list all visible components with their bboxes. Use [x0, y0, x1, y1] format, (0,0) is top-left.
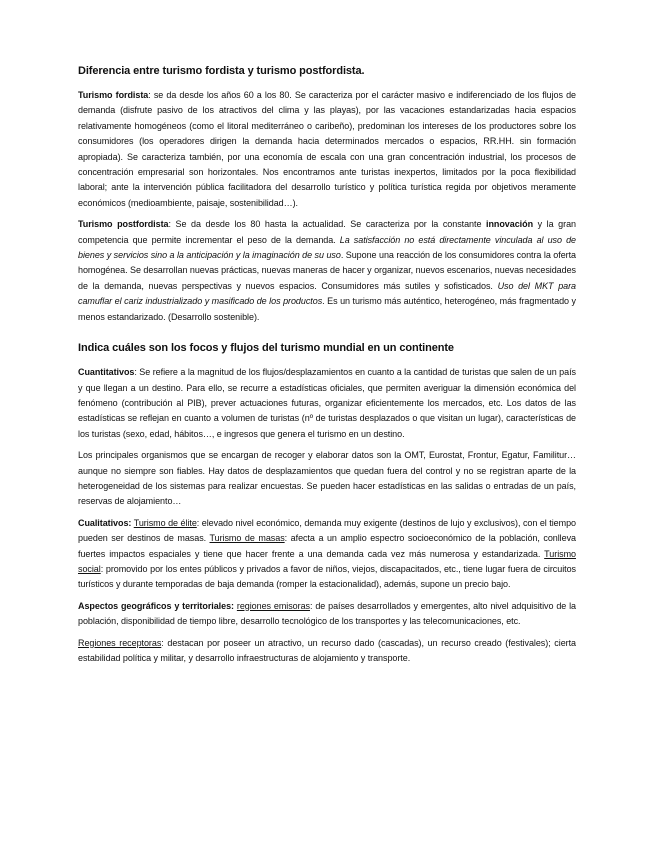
term-turismo-postfordista: Turismo postfordista — [78, 219, 169, 230]
section-title-fordismo: Diferencia entre turismo fordista y turismo postfordista. — [78, 65, 365, 77]
paragraph-cualitativos — [78, 516, 576, 593]
document-page — [78, 64, 576, 672]
term-turismo-fordista: Turismo fordista — [78, 90, 149, 100]
text-turismo-social: : promovido por los entes públicos y privados a favor de niños, viejos, discapacitados, etc., tiene lugar fuera de circuitos turísticos y durante temporadas de baja demanda (romper la estacionalidad), además, supone un precio bajo. — [78, 563, 576, 590]
label-turismo-elite: Turismo de élite — [133, 517, 197, 528]
text-postfordista-4: . Es un turismo más auténtico, heterogéneo, más fragmentado y menos estandarizado. (Desarrollo sostenible). — [78, 296, 576, 322]
label-regiones-emisoras: regiones emisoras — [236, 600, 310, 611]
term-innovacion: innovación — [486, 219, 534, 230]
text-postfordista-1: : Se da desde los 80 hasta la actualidad. Se caracteriza por la constante — [168, 219, 487, 230]
section-title-focos-flujos: Indica cuáles son los focos y flujos del turismo mundial en un continente — [78, 342, 454, 355]
term-aspectos-geograficos: Aspectos geográficos y territoriales: — [78, 600, 234, 611]
paragraph-turismo-fordista — [78, 88, 576, 211]
paragraph-organismos: Los principales organismos que se encargan de recoger y elaborar datos son la OMT, Eurostat, Frontur, Egatur, Familitur… aunque no siempre son fiables. Hay datos de desplazamientos que quedan fuera del control y no se registran aparte de la heterogeneidad de los sistemas para realizar encuestas. Se pueden hacer estadísticas en las salidas o entradas de un país, reservas de alojamiento… — [78, 450, 576, 507]
text-regiones-emisoras: : de países desarrollados y emergentes, alto nivel adquisitivo de la población, disponibilidad de tiempo libre, desarrollo tecnológico de los transportes y las telecomunicaciones, etc. — [78, 600, 577, 627]
paragraph-regiones-receptoras — [78, 636, 576, 667]
paragraph-cuantitativos — [78, 365, 576, 442]
text-regiones-receptoras: : destacan por poseer un atractivo, un recurso dado (cascadas), un recurso creado (festivales); cierta estabilidad política y militar, y desarrollo infraestructuras de alojamiento y transporte. — [78, 637, 576, 663]
paragraph-aspectos-geograficos — [78, 599, 576, 630]
italic-mkt: Uso del MKT para camuflar el cariz industrializado y masificado de los productos — [78, 280, 577, 307]
text-turismo-masas: : afecta a un amplio espectro socioeconómico de la población, conlleva fuertes impactos espaciales y tiene que hacer frente a una demanda cada vez más numerosa y estandarizada. — [78, 533, 576, 559]
text-postfordista-3: . Supone una reacción de los consumidores contra la oferta homogénea. Se desarrollan nuevas prácticas, nuevas maneras de hacer y organizar, nuevos escenarios, nuevas necesidades de la demanda, nuevas perspectivas y nuevos espacios. Consumidores más sutiles y sofisticados. — [78, 250, 577, 291]
italic-satisfaccion: La satisfacción no está directamente vinculada al uso de bienes y servicios sino a la anticipación y la imaginación de su uso — [78, 234, 576, 261]
text-cuantitativos: : Se refiere a la magnitud de los flujos/desplazamientos en cuanto a la cantidad de turistas que salen de un país y que llegan a un destino. Para ello, se recurre a estadísticas oficiales, que permiten averiguar la dimensión económica del fenómeno (contribución al PIB), prever actuaciones futuras, organizar eficientemente los mercados, etc. Los datos de las estadísticas se reflejan en cuanto a volumen de turistas (nº de turistas desplazados o que visitan un lugar), características de los turistas (sexo, edad, hábitos…, e ingresos que genera el turismo en un destino. — [78, 367, 576, 439]
term-cuantitativos: Cuantitativos — [78, 367, 135, 378]
text-turismo-elite: : elevado nivel económico, demanda muy exigente (destinos de lujo y exclusivos), con el tiempo pueden ser destinos de masas. — [78, 517, 576, 544]
label-turismo-masas: Turismo de masas — [209, 533, 285, 544]
text-postfordista-2: y la gran competencia que permite incrementar el peso de la demanda. — [78, 219, 576, 245]
label-turismo-social: Turismo social — [78, 548, 576, 574]
paragraph-turismo-postfordista — [78, 217, 576, 325]
label-regiones-receptoras: Regiones receptoras — [78, 637, 162, 648]
term-cualitativos: Cualitativos: — [78, 517, 132, 528]
text-turismo-fordista: : se da desde los años 60 a los 80. Se caracteriza por el carácter masivo e indiferenciado de los flujos de demanda (disfrute pasivo de los atractivos del clima y las playas), por las vacaciones estandarizadas hacia espacios relativamente homogéneos (como el litoral mediterráneo o caribeño), predominan los intereses de los productores sobre los consumidores (los operadores dirigen la demanda hacia determinados mercados o espacios, RR.HH. sin formación apropiada). Se caracteriza también, por una economía de escala con una gran concentración industrial, los procesos de concentración empresarial son horizontales. Nos encontramos ante turistas inexpertos, limitados por la poca flexibilidad laboral; ante la intervención pública facilitadora del desarrollo turístico y política turística regida por objetivos meramente económicos (medioambiente, paisaje, sostenibilidad…). — [78, 90, 577, 208]
